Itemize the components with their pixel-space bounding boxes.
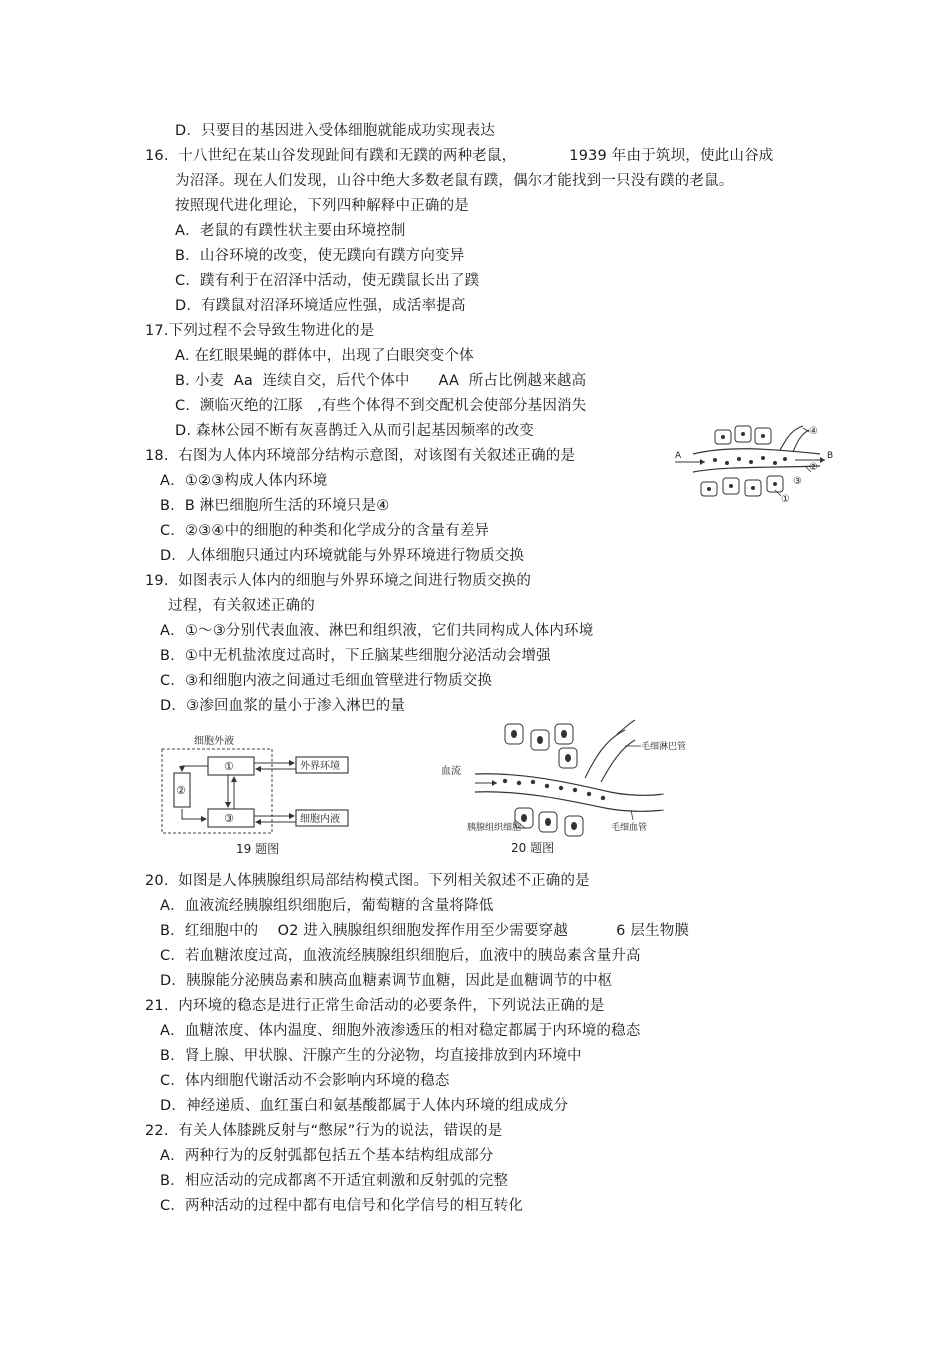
q16-option-d: D．有蹼鼠对沼泽环境适应性强，成活率提高 (175, 298, 466, 314)
q19-option-a: A．①～③分别代表血液、淋巴和组织液，它们共同构成人体内环境 (160, 623, 594, 639)
q21-option-c: C．体内细胞代谢活动不会影响内环境的稳态 (160, 1073, 450, 1089)
q16-stem-3: 按照现代进化理论，下列四种解释中正确的是 (175, 198, 469, 214)
figure-18 (675, 420, 835, 515)
q21-stem: 21. 内环境的稳态是进行正常生命活动的必要条件，下列说法正确的是 (145, 998, 605, 1014)
q17-option-d: D. 森林公园不断有灰喜鹊迁入从而引起基因频率的改变 (175, 423, 535, 439)
figure-19 (158, 733, 368, 858)
q18-option-b: B．B 淋巴细胞所生活的环境只是④ (160, 498, 390, 514)
q19-option-d: D．③渗回血浆的量小于渗入淋巴的量 (160, 698, 406, 714)
q21-option-b: B．肾上腺、甲状腺、汗腺产生的分泌物，均直接排放到内环境中 (160, 1048, 582, 1064)
q15-option-d: D．只要目的基因进入受体细胞就能成功实现表达 (175, 123, 496, 139)
fig18-label-b: B (827, 451, 834, 461)
fig19-box-2-label: ② (176, 784, 186, 797)
fig18-label-4: ④ (809, 426, 818, 437)
fig18-label-2: ② (809, 462, 818, 473)
fig20-pancreas-label: 胰腺组织细胞 (467, 823, 522, 833)
q20-option-a: A．血液流经胰腺组织细胞后，葡萄糖的含量将降低 (160, 898, 494, 914)
q22-option-a: A．两种行为的反射弧都包括五个基本结构组成部分 (160, 1148, 494, 1164)
q16-stem-1: 16. 十八世纪在某山谷发现趾间有蹼和无蹼的两种老鼠， 1939 年由于筑坝，使此山谷成 (145, 148, 774, 164)
q19-stem-1: 19. 如图表示人体内的细胞与外界环境之间进行物质交换的 (145, 573, 532, 589)
q21-option-d: D．神经递质、血红蛋白和氨基酸都属于人体内环境的组成成分 (160, 1098, 569, 1114)
q17-option-a: A. 在红眼果蝇的群体中，出现了白眼突变个体 (175, 348, 474, 364)
q16-option-a: A．老鼠的有蹼性状主要由环境控制 (175, 223, 406, 239)
q22-stem: 22. 有关人体膝跳反射与“憋尿”行为的说法，错误的是 (145, 1123, 503, 1139)
fig19-caption: 19 题图 (236, 842, 280, 856)
q18-option-c: C．②③④中的细胞的种类和化学成分的含量有差异 (160, 523, 490, 539)
fig20-capillary-label: 毛细血管 (611, 823, 648, 833)
q19-option-b: B．①中无机盐浓度过高时，下丘脑某些细胞分泌活动会增强 (160, 648, 551, 664)
fig18-label-3: ③ (793, 476, 802, 487)
q18-stem: 18. 右图为人体内环境部分结构示意图，对该图有关叙述正确的是 (145, 448, 576, 464)
fig18-label-1: ① (781, 494, 790, 505)
fig19-external-label: 外界环境 (300, 761, 340, 772)
q20-option-d: D．胰腺能分泌胰岛素和胰高血糖素调节血糖，因此是血糖调节的中枢 (160, 973, 613, 989)
q18-option-d: D．人体细胞只通过内环境就能与外界环境进行物质交换 (160, 548, 525, 564)
fig19-box-3-label: ③ (224, 812, 234, 825)
fig19-intracellular-label: 细胞内液 (300, 814, 340, 825)
q22-option-b: B．相应活动的完成都离不开适宜刺激和反射弧的完整 (160, 1173, 509, 1189)
fig19-box-1-label: ① (224, 760, 234, 773)
q17-stem: 17.下列过程不会导致生物进化的是 (145, 323, 375, 339)
fig20-lymph-label: 毛细淋巴管 (641, 742, 687, 752)
q19-stem-2: 过程，有关叙述正确的 (168, 598, 315, 614)
q18-option-a: A．①②③构成人体内环境 (160, 473, 328, 489)
fig18-label-a: A (675, 451, 682, 461)
q21-option-a: A．血糖浓度、体内温度、细胞外液渗透压的相对稳定都属于内环境的稳态 (160, 1023, 641, 1039)
q16-option-c: C．蹼有利于在沼泽中活动，使无蹼鼠长出了蹼 (175, 273, 480, 289)
figure-20 (435, 718, 705, 860)
q16-option-b: B．山谷环境的改变，使无蹼向有蹼方向变异 (175, 248, 465, 264)
q17-option-b: B. 小麦 Aa 连续自交，后代个体中 AA 所占比例越来越高 (175, 373, 587, 389)
q17-option-c: C. 濒临灭绝的江豚 ,有些个体得不到交配机会使部分基因消失 (175, 398, 587, 414)
fig20-caption: 20 题图 (511, 841, 555, 855)
q19-option-c: C．③和细胞内液之间通过毛细血管壁进行物质交换 (160, 673, 493, 689)
q20-option-c: C．若血糖浓度过高，血液流经胰腺组织细胞后，血液中的胰岛素含量升高 (160, 948, 641, 964)
q20-option-b: B．红细胞中的 O2 进入胰腺组织细胞发挥作用至少需要穿越 6 层生物膜 (160, 923, 690, 939)
q20-stem: 20. 如图是人体胰腺组织局部结构模式图。下列相关叙述不正确的是 (145, 873, 590, 889)
q22-option-c: C．两种活动的过程中都有电信号和化学信号的相互转化 (160, 1198, 524, 1214)
q16-stem-2: 为沼泽。现在人们发现，山谷中绝大多数老鼠有蹼，偶尔才能找到一只没有蹼的老鼠。 (175, 173, 734, 189)
fig20-blood-flow-label: 血流 (441, 766, 461, 777)
fig19-outer-label: 细胞外液 (194, 736, 234, 747)
